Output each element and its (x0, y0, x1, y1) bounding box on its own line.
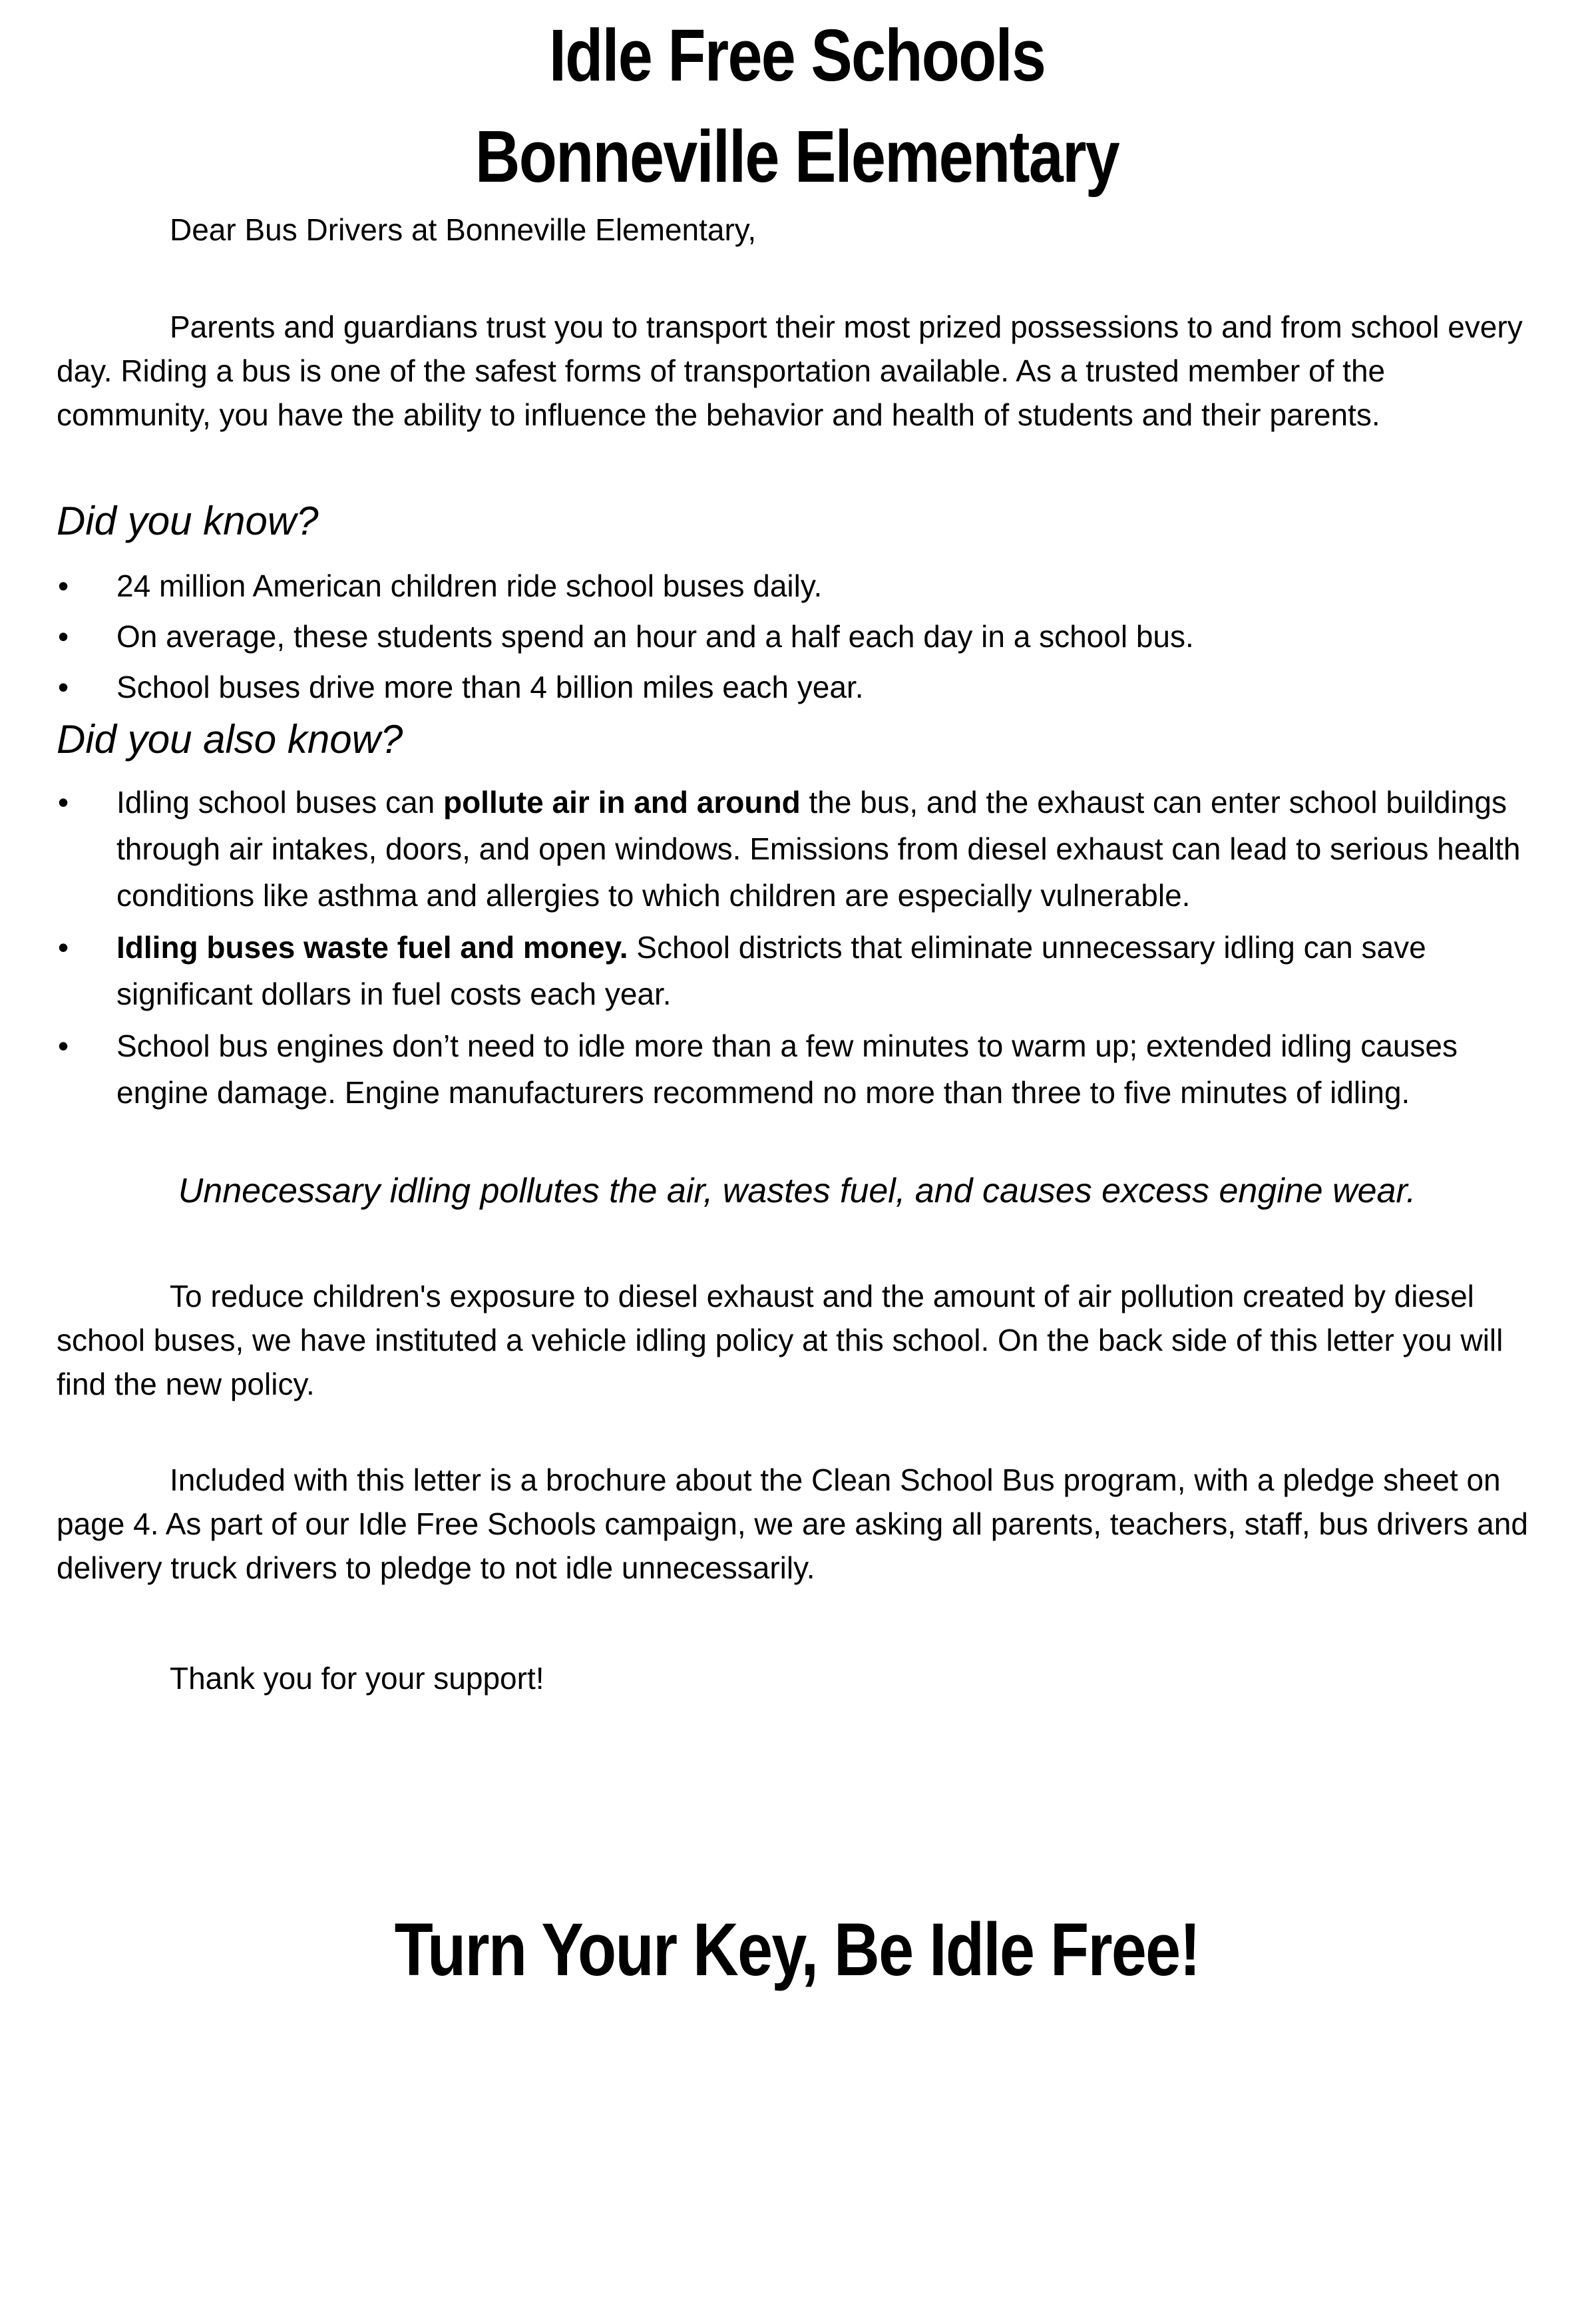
bullet-icon: • (58, 619, 69, 654)
heading-did-you-know: Did you know? (57, 499, 319, 543)
bullet-icon: • (58, 930, 69, 965)
bold-text-segment: pollute air in and around (443, 785, 801, 819)
emphasis-line: Unnecessary idling pollutes the air, wastes fuel, and causes excess engine wear. (178, 1172, 1416, 1210)
footer-slogan: Turn Your Key, Be Idle Free! (394, 1908, 1200, 1991)
list-item-text: On average, these students spend an hour and a half each day in a school bus. (116, 619, 1194, 654)
bullet-icon: • (58, 670, 69, 704)
bullet-icon: • (58, 569, 69, 603)
list-item (57, 924, 1537, 1017)
list-item (57, 611, 1537, 662)
salutation: Dear Bus Drivers at Bonneville Elementary, (170, 212, 757, 247)
list-item (57, 662, 1537, 712)
title-line-2: Bonneville Elementary (475, 116, 1119, 198)
text-segment: the bus, and the exhaust can enter school buildings through air intakes, doors, and open windows. Emissions from diesel exhaust can lead to serious health conditions like asthma and allergies to which children are especially vulnerable. (116, 785, 1521, 913)
closing-line: Thank you for your support! (170, 1661, 544, 1696)
text-segment: School districts that eliminate unnecessary idling can save significant dollars in fuel costs each year. (116, 930, 1426, 1011)
title-line-1: Idle Free Schools (548, 15, 1046, 97)
did-you-also-know-list (57, 779, 1537, 1116)
did-you-know-list (57, 561, 1537, 712)
list-item-text (116, 930, 1426, 1011)
heading-did-you-also-know: Did you also know? (57, 717, 403, 762)
list-item (57, 1023, 1537, 1116)
list-item-text (116, 785, 1521, 913)
page-title (168, 5, 1426, 208)
brochure-paragraph: Included with this letter is a brochure about the Clean School Bus program, with a pledge sheet on page 4. As part of our Idle Free Schools campaign, we are asking all parents, teachers, staff, bus drivers and delivery truck drivers to pledge to not idle unnecessarily. (57, 1463, 1528, 1585)
text-segment: School bus engines don’t need to idle more than a few minutes to warm up; extended idling causes engine damage. Engine manufacturers recommend no more than three to five minutes of idling. (116, 1029, 1458, 1110)
list-item-text (116, 1029, 1458, 1110)
intro-paragraph: Parents and guardians trust you to transport their most prized possessions to and from school every day. Riding a bus is one of the safest forms of transportation available. As a trusted member of the community, you have the ability to influence the behavior and health of students and their parents. (57, 310, 1523, 432)
bullet-icon: • (58, 785, 69, 819)
list-item-text: 24 million American children ride school buses daily. (116, 569, 823, 603)
list-item-text: School buses drive more than 4 billion miles each year. (116, 670, 864, 704)
bold-text-segment: Idling buses waste fuel and money. (116, 930, 628, 965)
list-item (57, 561, 1537, 611)
list-item (57, 779, 1537, 919)
text-segment: Idling school buses can (116, 785, 443, 819)
policy-paragraph: To reduce children's exposure to diesel exhaust and the amount of air pollution created by diesel school buses, we have instituted a vehicle idling policy at this school. On the back side of this letter you will find the new policy. (57, 1279, 1503, 1401)
bullet-icon: • (58, 1029, 69, 1063)
